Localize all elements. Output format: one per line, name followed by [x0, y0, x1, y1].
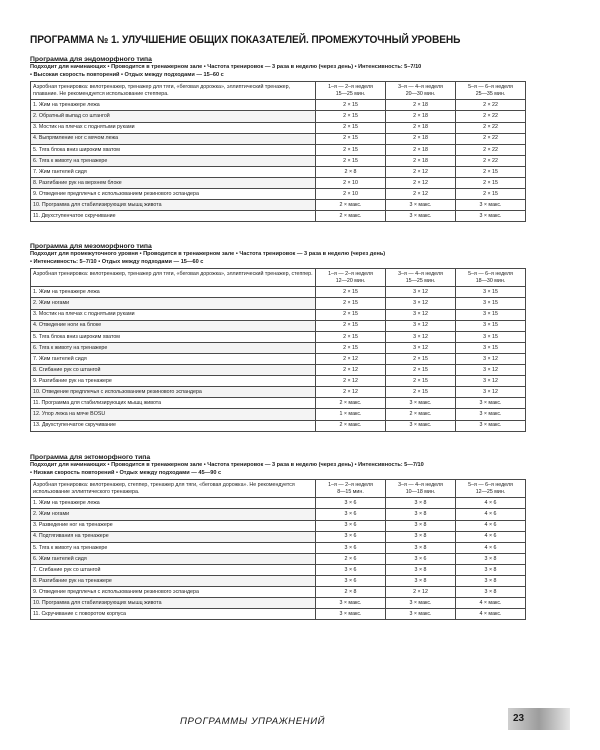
exercise-name: 4. Отведение ноги на блоке: [31, 320, 316, 331]
sets-reps-cell: 3 × 12: [386, 331, 456, 342]
week-label: 5–я — 6–я неделя: [468, 482, 513, 489]
sets-reps-cell: 3 × макс.: [456, 409, 526, 420]
week-label: 5–я — 6–я неделя: [468, 84, 513, 91]
exercise-name: 7. Сгибание рук со штангой: [31, 564, 316, 575]
table-row: [31, 342, 526, 353]
sets-reps-cell: 4 × 6: [456, 531, 526, 542]
week-duration: 20—30 мин.: [405, 90, 436, 97]
week-duration: 18—30 мин.: [475, 277, 506, 284]
exercise-name: 2. Жим ногами: [31, 509, 316, 520]
table-row: [31, 365, 526, 376]
program-section-ectomorph: [30, 454, 586, 620]
exercise-name: 9. Разгибание рук на тренажере: [31, 376, 316, 387]
sets-reps-cell: 2 × 8: [316, 166, 386, 177]
week-duration: 15—25 мин.: [405, 277, 436, 284]
sets-reps-cell: 3 × макс.: [386, 598, 456, 609]
sets-reps-cell: 3 × макс.: [456, 420, 526, 431]
week-header: [456, 82, 526, 100]
exercise-name: 5. Тяга блока вниз широким хватом: [31, 144, 316, 155]
aerobic-description: Аэробная тренировка: велотренажер, степпер, тренажер для тяги, «беговая дорожка». Не рекомендуется использование эллиптического тренажера.: [31, 480, 316, 498]
sets-reps-cell: 3 × 12: [386, 342, 456, 353]
page-title: ПРОГРАММА № 1. УЛУЧШЕНИЕ ОБЩИХ ПОКАЗАТЕЛЕЙ. ПРОМЕЖУТОЧНЫЙ УРОВЕНЬ: [30, 34, 461, 46]
sets-reps-cell: 3 × макс.: [386, 200, 456, 211]
table-row: [31, 509, 526, 520]
sets-reps-cell: 2 × 12: [386, 189, 456, 200]
sets-reps-cell: 2 × 15: [316, 122, 386, 133]
sets-reps-cell: 2 × макс.: [316, 211, 386, 222]
week-duration: 12—25 мин.: [475, 488, 506, 495]
sets-reps-cell: 3 × 15: [456, 298, 526, 309]
table-row: [31, 398, 526, 409]
program-section-mesomorph: [30, 243, 586, 432]
table-row: [31, 178, 526, 189]
exercise-name: 1. Жим на тренажере лежа: [31, 287, 316, 298]
exercise-name: 9. Отведение предплечья с использованием резинового эспандера: [31, 587, 316, 598]
sets-reps-cell: 2 × 18: [386, 122, 456, 133]
exercise-name: 11. Двухступенчатое скручивание: [31, 211, 316, 222]
exercise-name: 6. Жим гантелей сидя: [31, 553, 316, 564]
exercise-name: 4. Выпрямление ног с мячом лежа: [31, 133, 316, 144]
table-row: [31, 564, 526, 575]
week-header: [316, 480, 386, 498]
table-row: [31, 376, 526, 387]
sets-reps-cell: 2 × 15: [316, 144, 386, 155]
sets-reps-cell: 2 × 15: [316, 320, 386, 331]
sets-reps-cell: 3 × 12: [386, 287, 456, 298]
table-row: [31, 122, 526, 133]
table-row: [31, 133, 526, 144]
table-row: [31, 166, 526, 177]
table-row: [31, 542, 526, 553]
sets-reps-cell: 3 × макс.: [316, 598, 386, 609]
sets-reps-cell: 2 × 15: [316, 287, 386, 298]
sets-reps-cell: 3 × 8: [456, 587, 526, 598]
sets-reps-cell: 2 × 15: [316, 331, 386, 342]
aerobic-description: Аэробная тренировка: велотренажер, тренажер для тяги, «беговая дорожка», эллиптический тренажер, степпер.: [31, 269, 316, 287]
program-section-endomorph: [30, 56, 586, 222]
exercise-name: 8. Разгибание рук на тренажере: [31, 576, 316, 587]
sets-reps-cell: 2 × 15: [386, 376, 456, 387]
exercise-name: 11. Скручивание с поворотом корпуса: [31, 609, 316, 620]
sets-reps-cell: 2 × макс.: [316, 398, 386, 409]
sets-reps-cell: 3 × 12: [456, 387, 526, 398]
week-duration: 15—25 мин.: [335, 90, 366, 97]
sets-reps-cell: 2 × 15: [456, 178, 526, 189]
sets-reps-cell: 3 × 8: [456, 553, 526, 564]
sets-reps-cell: 3 × макс.: [386, 420, 456, 431]
table-row: [31, 553, 526, 564]
program-title: Программа для эндоморфного типа: [30, 56, 152, 63]
sets-reps-cell: 2 × макс.: [316, 420, 386, 431]
sets-reps-cell: 3 × 6: [316, 531, 386, 542]
exercise-name: 10. Программа для стабилизирующих мышц живота: [31, 200, 316, 211]
sets-reps-cell: 2 × 12: [386, 587, 456, 598]
sets-reps-cell: 2 × 12: [316, 365, 386, 376]
table-row: [31, 576, 526, 587]
table-row: [31, 144, 526, 155]
sets-reps-cell: 2 × 22: [456, 122, 526, 133]
sets-reps-cell: 2 × 6: [316, 553, 386, 564]
exercise-name: 2. Жим ногами: [31, 298, 316, 309]
sets-reps-cell: 3 × 8: [386, 531, 456, 542]
exercise-name: 6. Тяга к животу на тренажере: [31, 155, 316, 166]
table-row: [31, 331, 526, 342]
table-row: [31, 531, 526, 542]
week-label: 5–я — 6–я неделя: [468, 271, 513, 278]
footer-title: ПРОГРАММЫ УПРАЖНЕНИЙ: [180, 716, 326, 727]
week-duration: 12—20 мин.: [335, 277, 366, 284]
table-row: [31, 100, 526, 111]
table-row: [31, 420, 526, 431]
exercise-name: 12. Упор лежа на мяче BOSU: [31, 409, 316, 420]
sets-reps-cell: 2 × 22: [456, 133, 526, 144]
sets-reps-cell: 2 × 12: [386, 178, 456, 189]
week-header: [456, 269, 526, 287]
table-row: [31, 111, 526, 122]
sets-reps-cell: 3 × 6: [316, 498, 386, 509]
sets-reps-cell: 3 × 6: [316, 509, 386, 520]
week-header: [316, 82, 386, 100]
sets-reps-cell: 2 × 12: [316, 376, 386, 387]
table-row: [31, 520, 526, 531]
program-table: [30, 81, 526, 222]
sets-reps-cell: 3 × 12: [386, 298, 456, 309]
week-label: 3–я — 4–я неделя: [398, 482, 443, 489]
sets-reps-cell: 2 × 12: [316, 353, 386, 364]
sets-reps-cell: 3 × 8: [386, 509, 456, 520]
exercise-name: 1. Жим на тренажере лежа: [31, 498, 316, 509]
sets-reps-cell: 2 × 15: [316, 309, 386, 320]
table-row: [31, 309, 526, 320]
sets-reps-cell: 2 × 15: [386, 365, 456, 376]
program-meta: Подходит для начинающих • Проводится в тренажерном зале • Частота тренировок — 3 раза в неделю (через день) • Интенсивность: 5—7/10: [30, 462, 424, 468]
program-table: [30, 479, 526, 620]
exercise-name: 6. Тяга к животу на тренажере: [31, 342, 316, 353]
exercise-name: 4. Подтягивания на тренажере: [31, 531, 316, 542]
week-header: [386, 269, 456, 287]
sets-reps-cell: 2 × 18: [386, 155, 456, 166]
sets-reps-cell: 3 × 8: [386, 498, 456, 509]
table-row: [31, 409, 526, 420]
program-meta: Подходит для начинающих • Проводится в тренажерном зале • Частота тренировок — 3 раза в неделю (через день) • Интенсивность: 5–7/10: [30, 64, 422, 70]
page-number: 23: [513, 713, 525, 724]
table-header-row: [31, 82, 526, 100]
program-meta: • Высокая скорость повторений • Отдых между подходами — 15–60 с: [30, 71, 224, 78]
sets-reps-cell: 4 × 6: [456, 509, 526, 520]
sets-reps-cell: 3 × 8: [386, 520, 456, 531]
table-row: [31, 598, 526, 609]
exercise-name: 3. Мостик на плечах с поднятыми руками: [31, 309, 316, 320]
sets-reps-cell: 2 × 15: [386, 353, 456, 364]
sets-reps-cell: 2 × 15: [316, 298, 386, 309]
table-row: [31, 200, 526, 211]
sets-reps-cell: 1 × макс.: [316, 409, 386, 420]
sets-reps-cell: 3 × 12: [456, 353, 526, 364]
table-row: [31, 211, 526, 222]
sets-reps-cell: 2 × 18: [386, 144, 456, 155]
sets-reps-cell: 4 × 6: [456, 520, 526, 531]
sets-reps-cell: 3 × 6: [316, 564, 386, 575]
sets-reps-cell: 3 × 15: [456, 331, 526, 342]
sets-reps-cell: 3 × 8: [386, 576, 456, 587]
week-label: 3–я — 4–я неделя: [398, 84, 443, 91]
week-label: 1–я — 2–я неделя: [328, 482, 373, 489]
week-header: [456, 480, 526, 498]
week-header: [316, 269, 386, 287]
sets-reps-cell: 3 × 6: [386, 553, 456, 564]
sets-reps-cell: 3 × макс.: [456, 398, 526, 409]
sets-reps-cell: 3 × 8: [386, 542, 456, 553]
exercise-name: 7. Жим гантелей сидя: [31, 166, 316, 177]
exercise-name: 3. Разведение ног на тренажере: [31, 520, 316, 531]
table-row: [31, 587, 526, 598]
sets-reps-cell: 4 × макс.: [456, 609, 526, 620]
sets-reps-cell: 2 × 22: [456, 144, 526, 155]
week-duration: 10—18 мин.: [405, 488, 436, 495]
sets-reps-cell: 2 × 15: [316, 133, 386, 144]
sets-reps-cell: 2 × 18: [386, 111, 456, 122]
exercise-name: 3. Мостик на плечах с поднятыми руками: [31, 122, 316, 133]
sets-reps-cell: 2 × макс.: [386, 409, 456, 420]
sets-reps-cell: 3 × макс.: [316, 609, 386, 620]
aerobic-description: Аэробная тренировка: велотренажер, тренажер для тяги, «беговая дорожка», эллиптический тренажер, плавание. Не рекомендуется использование степпера.: [31, 82, 316, 100]
program-title: Программа для мезоморфного типа: [30, 243, 152, 250]
sets-reps-cell: 3 × макс.: [456, 211, 526, 222]
sets-reps-cell: 4 × макс.: [456, 598, 526, 609]
sets-reps-cell: 3 × 15: [456, 309, 526, 320]
program-meta: Подходит для промежуточного уровня • Проводится в тренажерном зале • Частота тренировок — 3 раза в неделю (через день): [30, 251, 386, 257]
sets-reps-cell: 3 × макс.: [386, 211, 456, 222]
week-duration: 25—35 мин.: [475, 90, 506, 97]
sets-reps-cell: 4 × 6: [456, 498, 526, 509]
table-row: [31, 298, 526, 309]
sets-reps-cell: 3 × 6: [316, 520, 386, 531]
week-label: 1–я — 2–я неделя: [328, 84, 373, 91]
exercise-name: 9. Отведение предплечья с использованием резинового эспандера: [31, 189, 316, 200]
table-row: [31, 387, 526, 398]
exercise-name: 5. Тяга блока вниз широким хватом: [31, 331, 316, 342]
sets-reps-cell: 3 × макс.: [386, 398, 456, 409]
sets-reps-cell: 2 × 15: [456, 189, 526, 200]
sets-reps-cell: 3 × макс.: [456, 200, 526, 211]
program-title: Программа для эктоморфного типа: [30, 454, 151, 461]
sets-reps-cell: 3 × 12: [456, 376, 526, 387]
table-row: [31, 320, 526, 331]
sets-reps-cell: 2 × 22: [456, 111, 526, 122]
table-header-row: [31, 480, 526, 498]
exercise-name: 13. Двухступенчатое скручивание: [31, 420, 316, 431]
sets-reps-cell: 3 × 15: [456, 320, 526, 331]
sets-reps-cell: 3 × 12: [386, 309, 456, 320]
sets-reps-cell: 2 × 15: [316, 155, 386, 166]
sets-reps-cell: 3 × 8: [456, 576, 526, 587]
sets-reps-cell: 2 × 15: [316, 342, 386, 353]
sets-reps-cell: 3 × 15: [456, 287, 526, 298]
table-row: [31, 353, 526, 364]
exercise-name: 8. Сгибание рук со штангой: [31, 365, 316, 376]
program-table: [30, 268, 526, 431]
sets-reps-cell: 3 × макс.: [386, 609, 456, 620]
week-duration: 8—15 мин.: [337, 488, 364, 495]
sets-reps-cell: 3 × 6: [316, 542, 386, 553]
week-header: [386, 82, 456, 100]
exercise-name: 2. Обратный выпад со штангой: [31, 111, 316, 122]
program-meta: • Интенсивность: 5–7/10 • Отдых между подходами — 15—60 с: [30, 258, 204, 265]
sets-reps-cell: 2 × 22: [456, 155, 526, 166]
sets-reps-cell: 2 × 22: [456, 100, 526, 111]
exercise-name: 5. Тяга к животу на тренажере: [31, 542, 316, 553]
table-row: [31, 287, 526, 298]
table-row: [31, 155, 526, 166]
sets-reps-cell: 2 × 15: [316, 111, 386, 122]
week-label: 1–я — 2–я неделя: [328, 271, 373, 278]
sets-reps-cell: 3 × 8: [386, 564, 456, 575]
sets-reps-cell: 3 × 12: [456, 365, 526, 376]
sets-reps-cell: 2 × 18: [386, 100, 456, 111]
week-label: 3–я — 4–я неделя: [398, 271, 443, 278]
sets-reps-cell: 2 × 15: [456, 166, 526, 177]
sets-reps-cell: 2 × 12: [316, 387, 386, 398]
table-row: [31, 609, 526, 620]
sets-reps-cell: 3 × 15: [456, 342, 526, 353]
sets-reps-cell: 2 × 10: [316, 189, 386, 200]
exercise-name: 8. Разгибание рук на верхнем блоке: [31, 178, 316, 189]
sets-reps-cell: 2 × 15: [386, 387, 456, 398]
sets-reps-cell: 2 × 8: [316, 587, 386, 598]
exercise-name: 11. Программа для стабилизирующих мышц живота: [31, 398, 316, 409]
sets-reps-cell: 3 × 6: [316, 576, 386, 587]
sets-reps-cell: 4 × 6: [456, 542, 526, 553]
table-row: [31, 189, 526, 200]
sets-reps-cell: 2 × 12: [386, 166, 456, 177]
exercise-name: 1. Жим на тренажере лежа: [31, 100, 316, 111]
exercise-name: 10. Отведение предплечья с использованием резинового эспандера: [31, 387, 316, 398]
sets-reps-cell: 2 × 18: [386, 133, 456, 144]
exercise-name: 7. Жим гантелей сидя: [31, 353, 316, 364]
sets-reps-cell: 2 × макс.: [316, 200, 386, 211]
program-meta: • Низкая скорость повторений • Отдых между подходами — 45—90 с: [30, 469, 222, 476]
table-header-row: [31, 269, 526, 287]
week-header: [386, 480, 456, 498]
sets-reps-cell: 2 × 15: [316, 100, 386, 111]
sets-reps-cell: 2 × 10: [316, 178, 386, 189]
sets-reps-cell: 3 × 12: [386, 320, 456, 331]
sets-reps-cell: 3 × 8: [456, 564, 526, 575]
table-row: [31, 498, 526, 509]
exercise-name: 10. Программа для стабилизирующих мышц живота: [31, 598, 316, 609]
